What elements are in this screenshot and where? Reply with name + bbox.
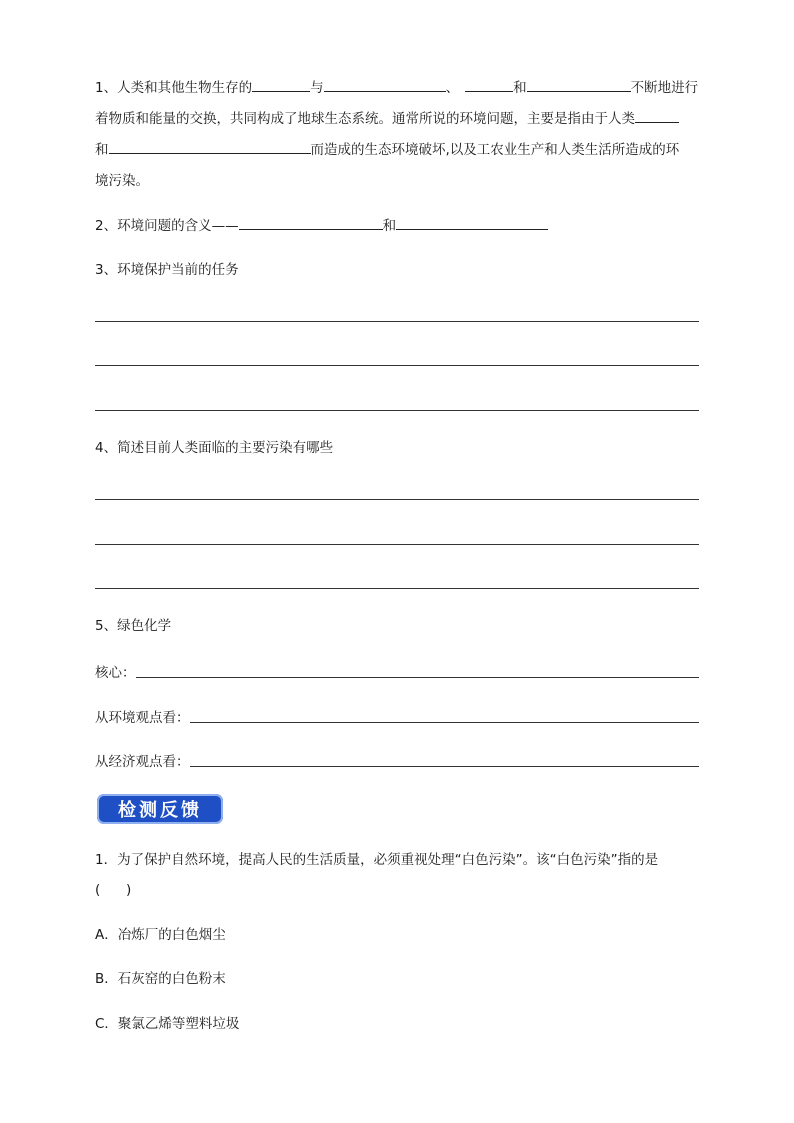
- core-answer-line[interactable]: [136, 665, 700, 678]
- q3-title: 3、环境保护当前的任务: [95, 262, 239, 278]
- mcq-option-b[interactable]: B．石灰窑的白色粉末: [95, 971, 226, 987]
- q1-line-4: 境污染。: [95, 173, 149, 189]
- blank-5[interactable]: [635, 107, 679, 123]
- q1-line2-text: 着物质和能量的交换，共同构成了地球生态系统。通常所说的环境问题，主要是指由于人类: [95, 111, 635, 127]
- q1-line-2: [95, 104, 679, 135]
- econ-row: [95, 746, 699, 770]
- q1-text-c: 、: [445, 80, 460, 96]
- q4-answer-line-3[interactable]: [95, 588, 699, 589]
- q1-text-e: 不断地进行: [630, 80, 699, 96]
- q4-answer-line-1[interactable]: [95, 499, 699, 500]
- blank-4[interactable]: [527, 76, 631, 92]
- feedback-section-badge: [97, 794, 223, 824]
- q1-text-d: 和: [513, 80, 527, 96]
- q2-line: [95, 211, 548, 242]
- blank-8[interactable]: [396, 214, 548, 230]
- q1-line-3: [95, 135, 679, 166]
- q1-line-1: [95, 73, 698, 104]
- blank-2[interactable]: [324, 76, 446, 92]
- q3-answer-line-1[interactable]: [95, 321, 699, 322]
- q3-answer-line-3[interactable]: [95, 410, 699, 411]
- env-answer-line[interactable]: [190, 710, 700, 723]
- mcq-stem: 1．为了保护自然环境，提高人民的生活质量，必须重视处理“白色污染”。该“白色污染”指的是: [95, 852, 659, 868]
- q4-title: 4、简述目前人类面临的主要污染有哪些: [95, 440, 334, 456]
- core-row: [95, 657, 699, 681]
- env-row: [95, 702, 699, 726]
- q2-text-a: 2、环境问题的含义——: [95, 218, 239, 234]
- mcq-answer-paren[interactable]: ( ): [95, 882, 132, 898]
- econ-label: 从经济观点看：: [95, 754, 190, 770]
- feedback-section-title: 检测反馈: [118, 800, 202, 821]
- blank-7[interactable]: [239, 214, 383, 230]
- q1-line3-text-b: 而造成的生态环境破坏,以及工农业生产和人类生活所造成的环: [310, 142, 680, 158]
- q2-text-b: 和: [382, 218, 397, 234]
- q5-title: 5、绿色化学: [95, 618, 172, 634]
- q1-text-a: 1、人类和其他生物生存的: [95, 80, 253, 96]
- blank-6[interactable]: [109, 138, 311, 154]
- econ-answer-line[interactable]: [190, 754, 700, 767]
- q4-answer-line-2[interactable]: [95, 544, 699, 545]
- core-label: 核心：: [95, 665, 136, 681]
- mcq-option-a[interactable]: A．冶炼厂的白色烟尘: [95, 927, 226, 943]
- blank-3[interactable]: [465, 76, 513, 92]
- q1-text-b: 与: [310, 80, 324, 96]
- env-label: 从环境观点看：: [95, 710, 190, 726]
- blank-1[interactable]: [252, 76, 310, 92]
- q1-line3-text-a: 和: [95, 142, 109, 158]
- mcq-option-c[interactable]: C．聚氯乙烯等塑料垃圾: [95, 1016, 240, 1032]
- q3-answer-line-2[interactable]: [95, 365, 699, 366]
